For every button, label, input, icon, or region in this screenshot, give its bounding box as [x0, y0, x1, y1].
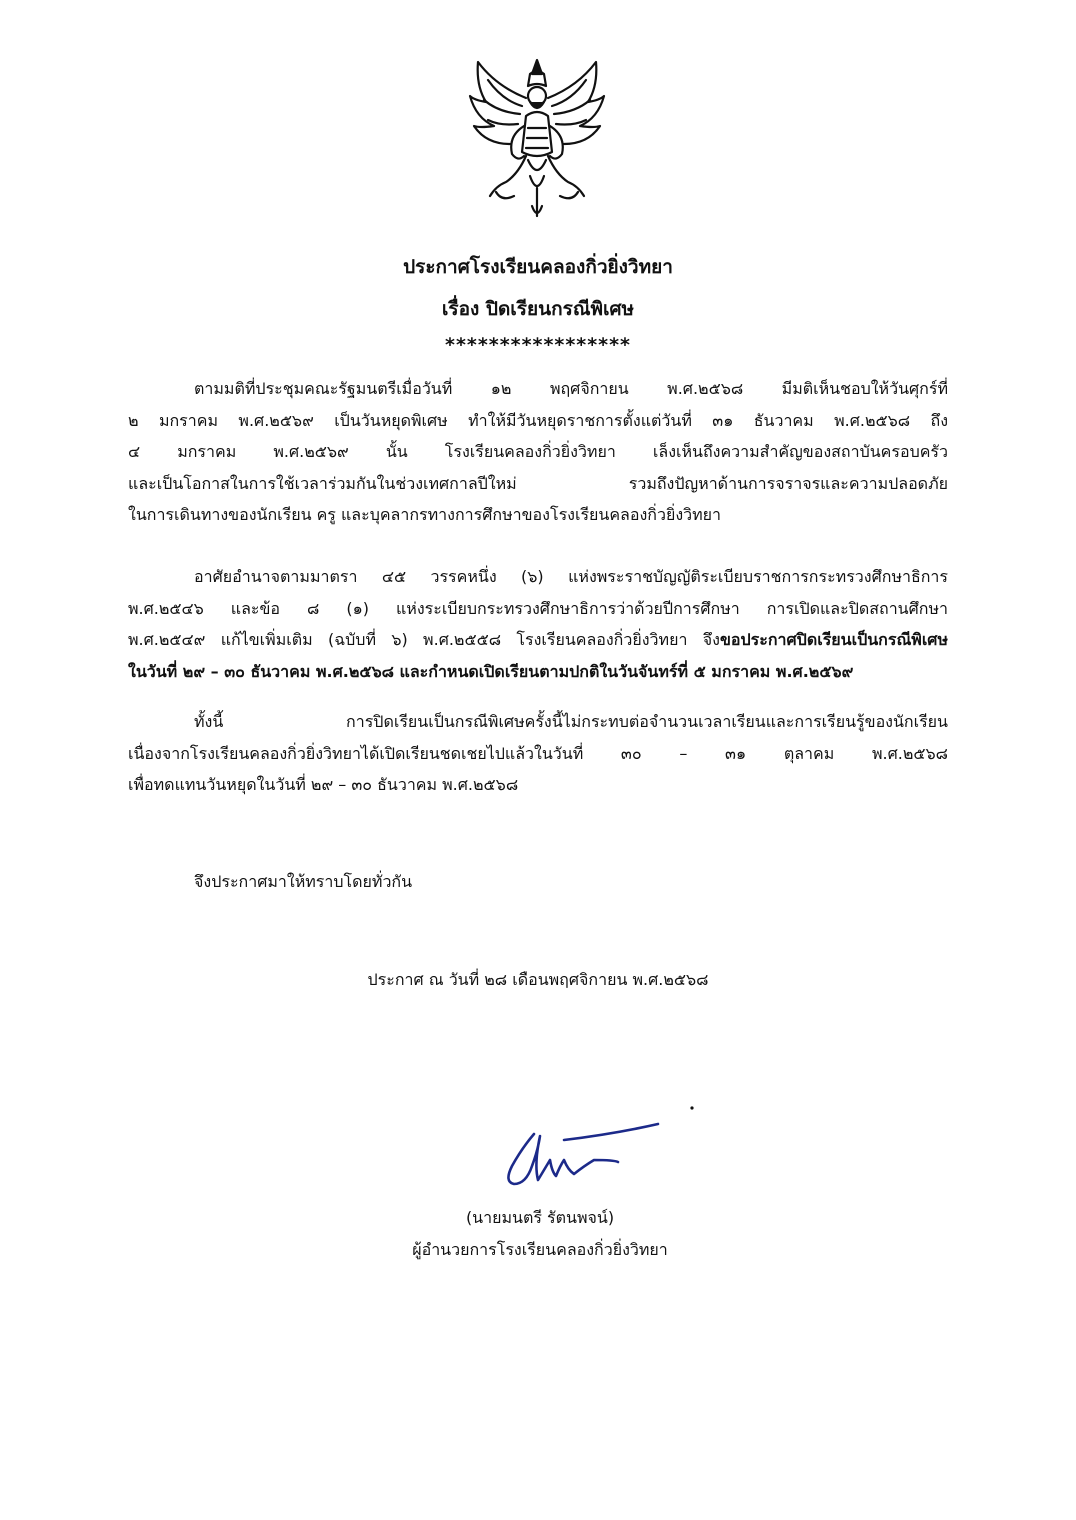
paragraph-line: พ.ศ.๒๕๔๖ และข้อ ๘ (๑) แห่งระเบียบกระทรวงศึกษาธิการว่าด้วยปีการศึกษา การเปิดและปิดสถานศึกษา: [128, 598, 948, 618]
document-title: ประกาศโรงเรียนคลองกิ่วยิ่งวิทยา: [403, 256, 673, 278]
paragraph-text: พ.ศ.๒๕๔๙ แก้ไขเพิ่มเติม (ฉบับที่ ๖) พ.ศ.๒๕๕๘ โรงเรียนคลองกิ่วยิ่งวิทยา จึง: [128, 630, 720, 649]
signer-name: (นายมนตรี รัตนพจน์): [465, 1208, 615, 1227]
paragraph-line: ๒ มกราคม พ.ศ.๒๕๖๙ เป็นวันหยุดพิเศษ ทำให้มีวันหยุดราชการตั้งแต่วันที่ ๓๑ ธันวาคม พ.ศ.๒๕๖๘ ถึง: [128, 410, 948, 430]
paragraph-compensation: [128, 706, 948, 801]
closing-statement: จึงประกาศมาให้ทราบโดยทั่วกัน: [194, 872, 413, 891]
paragraph-line: [128, 624, 948, 656]
paragraph-line: และเป็นโอกาสในการใช้เวลาร่วมกันในช่วงเทศกาลปีใหม่ รวมถึงปัญหาด้านการจราจรและความปลอดภัย: [128, 473, 948, 493]
paragraph-authority: [128, 561, 948, 687]
paragraph-line: ๔ มกราคม พ.ศ.๒๕๖๙ นั้น โรงเรียนคลองกิ่วยิ่งวิทยา เล็งเห็นถึงความสำคัญของสถาบันครอบครัว: [128, 442, 948, 461]
paragraph-background: [128, 373, 948, 531]
paragraph-line: เนื่องจากโรงเรียนคลองกิ่วยิ่งวิทยาได้เปิดเรียนชดเชยไปแล้วในวันที่ ๓๐ – ๓๑ ตุลาคม พ.ศ.๒๕๖๘: [128, 743, 948, 763]
title-separator: *****************: [445, 334, 631, 356]
announcement-date: ประกาศ ณ วันที่ ๒๘ เดือนพฤศจิกายน พ.ศ.๒๕๖๘: [367, 970, 709, 989]
paragraph-line: เพื่อทดแทนวันหยุดในวันที่ ๒๙ – ๓๐ ธันวาคม พ.ศ.๒๕๖๘: [128, 775, 519, 794]
signer-title: ผู้อำนวยการโรงเรียนคลองกิ่วยิ่งวิทยา: [412, 1240, 668, 1259]
announcement-dates: ในวันที่ ๒๙ – ๓๐ ธันวาคม พ.ศ.๒๕๖๘ และกำหนดเปิดเรียนตามปกติในวันจันทร์ที่ ๕ มกราคม พ.ศ.๒๕๖๙: [128, 661, 854, 681]
garuda-emblem-icon: [466, 56, 608, 222]
document-subject: เรื่อง ปิดเรียนกรณีพิเศษ: [441, 298, 635, 320]
signature-image: [494, 1104, 694, 1204]
paragraph-line: ตามมติที่ประชุมคณะรัฐมนตรีเมื่อวันที่ ๑๒ พฤศจิกายน พ.ศ.๒๕๖๘ มีมติเห็นชอบให้วันศุกร์ที่: [194, 379, 948, 398]
announcement-highlight: ขอประกาศปิดเรียนเป็นกรณีพิเศษ: [719, 630, 948, 649]
paragraph-line: อาศัยอำนาจตามมาตรา ๔๕ วรรคหนึ่ง (๖) แห่งพระราชบัญญัติระเบียบราชการกระทรวงศึกษาธิการ: [194, 567, 948, 586]
paragraph-line: ในการเดินทางของนักเรียน ครู และบุคลากรทางการศึกษาของโรงเรียนคลองกิ่วยิ่งวิทยา: [128, 505, 722, 524]
paragraph-line: ทั้งนี้ การปิดเรียนเป็นกรณีพิเศษครั้งนี้ไม่กระทบต่อจำนวนเวลาเรียนและการเรียนรู้ของนักเรียน: [194, 712, 948, 731]
